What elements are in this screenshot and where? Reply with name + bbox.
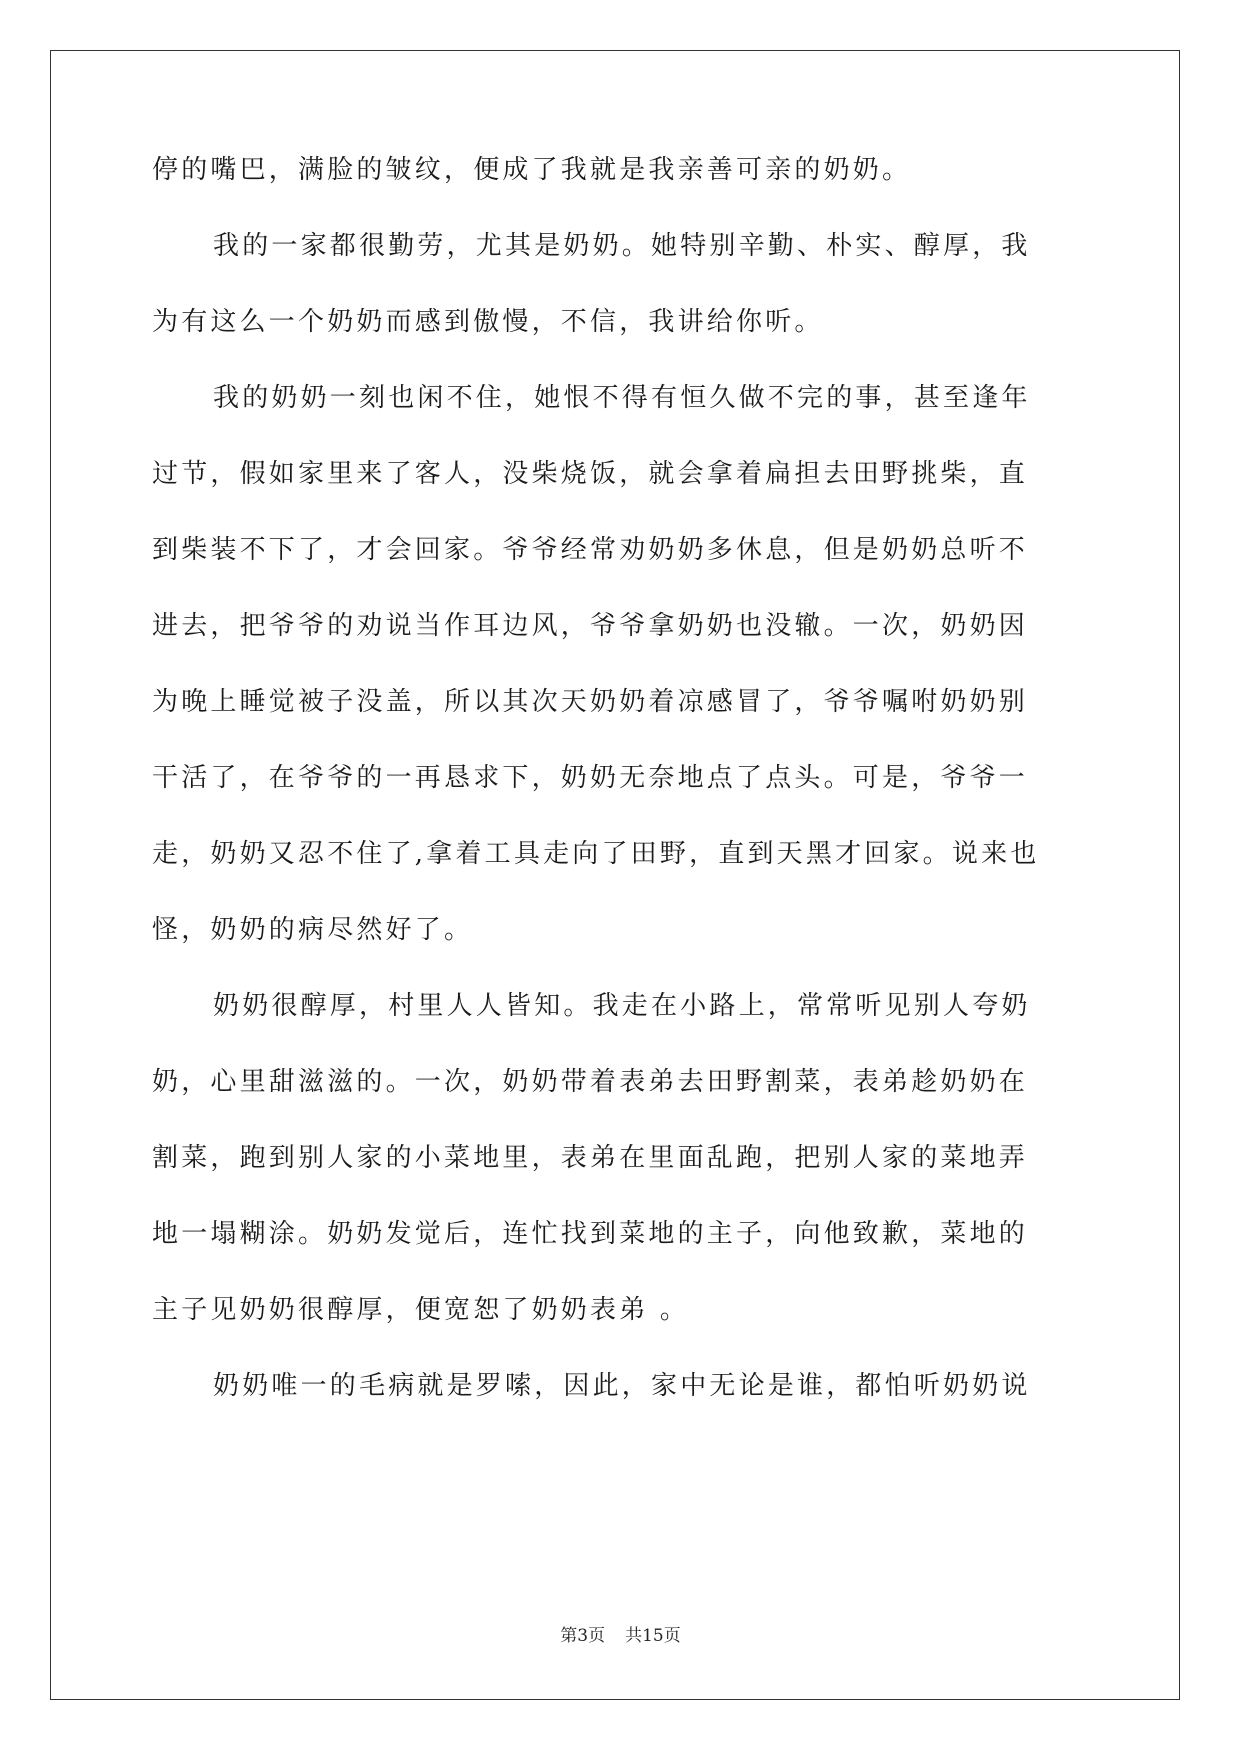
text-line: 为晚上睡觉被子没盖，所以其次天奶奶着凉感冒了，爷爷嘱咐奶奶别 [152,687,1029,717]
text-line: 主子见奶奶很醇厚，便宽恕了奶奶表弟 。 [152,1295,690,1325]
text-line: 我的奶奶一刻也闲不住，她恨不得有恒久做不完的事，甚至逢年 [213,383,1031,413]
text-line: 地一塌糊涂。奶奶发觉后，连忙找到菜地的主子，向他致歉，菜地的 [152,1219,1029,1249]
text-line: 进去，把爷爷的劝说当作耳边风，爷爷拿奶奶也没辙。一次，奶奶因 [152,611,1029,641]
text-line: 我的一家都很勤劳，尤其是奶奶。她特别辛勤、朴实、醇厚，我 [213,231,1031,261]
text-line: 怪，奶奶的病尽然好了。 [152,915,474,945]
page-number: 第3页 [560,1626,606,1646]
text-line: 干活了，在爷爷的一再恳求下，奶奶无奈地点了点头。可是，爷爷一 [152,763,1029,793]
page-border [50,50,1180,1700]
text-line: 走，奶奶又忍不住了,拿着工具走向了田野，直到天黑才回家。说来也 [152,839,1040,869]
text-line: 奶奶唯一的毛病就是罗嗦，因此，家中无论是谁，都怕听奶奶说 [213,1371,1031,1401]
text-line: 过节，假如家里来了客人，没柴烧饭，就会拿着扁担去田野挑柴，直 [152,459,1029,489]
text-line: 到柴装不下了，才会回家。爷爷经常劝奶奶多休息，但是奶奶总听不 [152,535,1029,565]
text-line: 为有这么一个奶奶而感到傲慢，不信，我讲给你听。 [152,307,824,337]
text-line: 割菜，跑到别人家的小菜地里，表弟在里面乱跑，把别人家的菜地弄 [152,1143,1029,1173]
text-line: 奶奶很醇厚，村里人人皆知。我走在小路上，常常听见别人夸奶 [213,991,1031,1021]
text-line: 奶，心里甜滋滋的。一次，奶奶带着表弟去田野割菜，表弟趁奶奶在 [152,1067,1029,1097]
page-total: 共15页 [625,1626,681,1646]
text-line: 停的嘴巴，满脸的皱纹，便成了我就是我亲善可亲的奶奶。 [152,155,912,185]
page-footer [0,1626,1241,1646]
